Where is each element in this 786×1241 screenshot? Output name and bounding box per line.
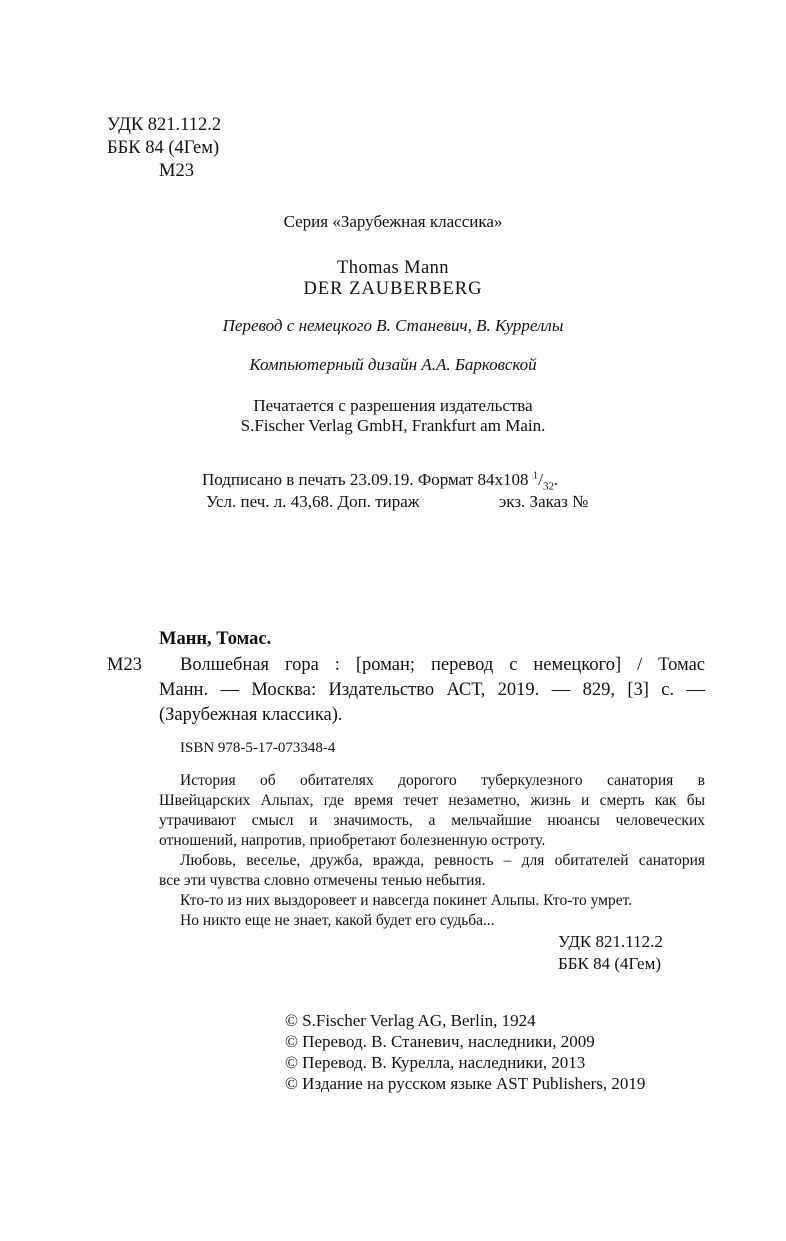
imprint-line-2a: Усл. печ. л. 43,68. Доп. тираж — [206, 492, 420, 511]
catalog-desc-line-2: Манн. — Москва: Издательство АСТ, 2019. — 829, [3] с. — — [159, 680, 705, 700]
format-fraction-numerator: 1 — [532, 469, 539, 482]
imprint-signed-format: Подписано в печать 23.09.19. Формат 84x108 — [202, 470, 529, 489]
copyright-line: © S.Fischer Verlag AG, Berlin, 1924 — [285, 1011, 536, 1030]
copyright-line: © Перевод. В. Станевич, наследники, 2009 — [285, 1032, 595, 1051]
catalog-desc-line-1: Волшебная гора : [роман; перевод с немецкого] / Томас — [180, 655, 705, 675]
annotation-p2-line-1: Любовь, веселье, дружба, вражда, ревность – для обитателей санатория — [180, 852, 705, 869]
format-fraction-denominator: 32 — [542, 480, 554, 493]
imprint-line-1 — [202, 469, 559, 493]
annotation-p1-line-2: Швейцарских Альпах, где время течет незаметно, жизнь и смерть как бы — [159, 792, 705, 809]
original-title: DER ZAUBERBERG — [303, 279, 483, 299]
author-mark: М23 — [159, 161, 194, 181]
permission-line-1: Печатается с разрешения издательства — [253, 396, 533, 415]
annotation-p3-line-2: Но никто еще не знает, какой будет его судьба... — [180, 912, 495, 929]
format-fraction-period: . — [553, 470, 559, 489]
catalog-mark: М23 — [107, 655, 142, 675]
translation-credit: Перевод с немецкого В. Станевич, В. Курреллы — [222, 316, 564, 335]
udk-code: УДК 821.112.2 — [107, 115, 222, 135]
format-fraction-slash: / — [538, 470, 543, 489]
annotation-p3-line-1: Кто-то из них выздоровеет и навсегда покинет Альпы. Кто-то умрет. — [180, 892, 633, 909]
isbn: ISBN 978-5-17-073348-4 — [180, 740, 336, 756]
bbk-code: ББК 84 (4Гем) — [107, 138, 220, 158]
copyright-line: © Издание на русском языке AST Publishers, 2019 — [285, 1074, 646, 1093]
copyright-line: © Перевод. В. Курелла, наследники, 2013 — [285, 1053, 586, 1072]
annotation-p1-line-4: отношений, напротив, приобретают болезненную остроту. — [159, 832, 546, 849]
footer-udk-code: УДК 821.112.2 — [558, 932, 663, 951]
annotation-p1-line-3: утрачивают смысл и значимость, а мельчайшие нюансы человеческих — [159, 812, 705, 829]
permission-line-2: S.Fischer Verlag GmbH, Frankfurt am Main. — [240, 416, 546, 435]
catalog-author-heading: Манн, Томас. — [159, 629, 272, 649]
annotation-p2-line-2: все эти чувства словно отмечены тенью небытия. — [159, 872, 486, 889]
design-credit: Компьютерный дизайн А.А. Барковской — [249, 355, 537, 374]
imprint-line-2b: экз. Заказ № — [499, 492, 589, 511]
series-line: Серия «Зарубежная классика» — [283, 212, 503, 231]
original-author: Thomas Mann — [337, 258, 449, 278]
footer-bbk-code: ББК 84 (4Гем) — [558, 954, 662, 973]
annotation-p1-line-1: История об обитателях дорогого туберкулезного санатория в — [180, 772, 705, 789]
catalog-desc-line-3: (Зарубежная классика). — [159, 705, 343, 725]
